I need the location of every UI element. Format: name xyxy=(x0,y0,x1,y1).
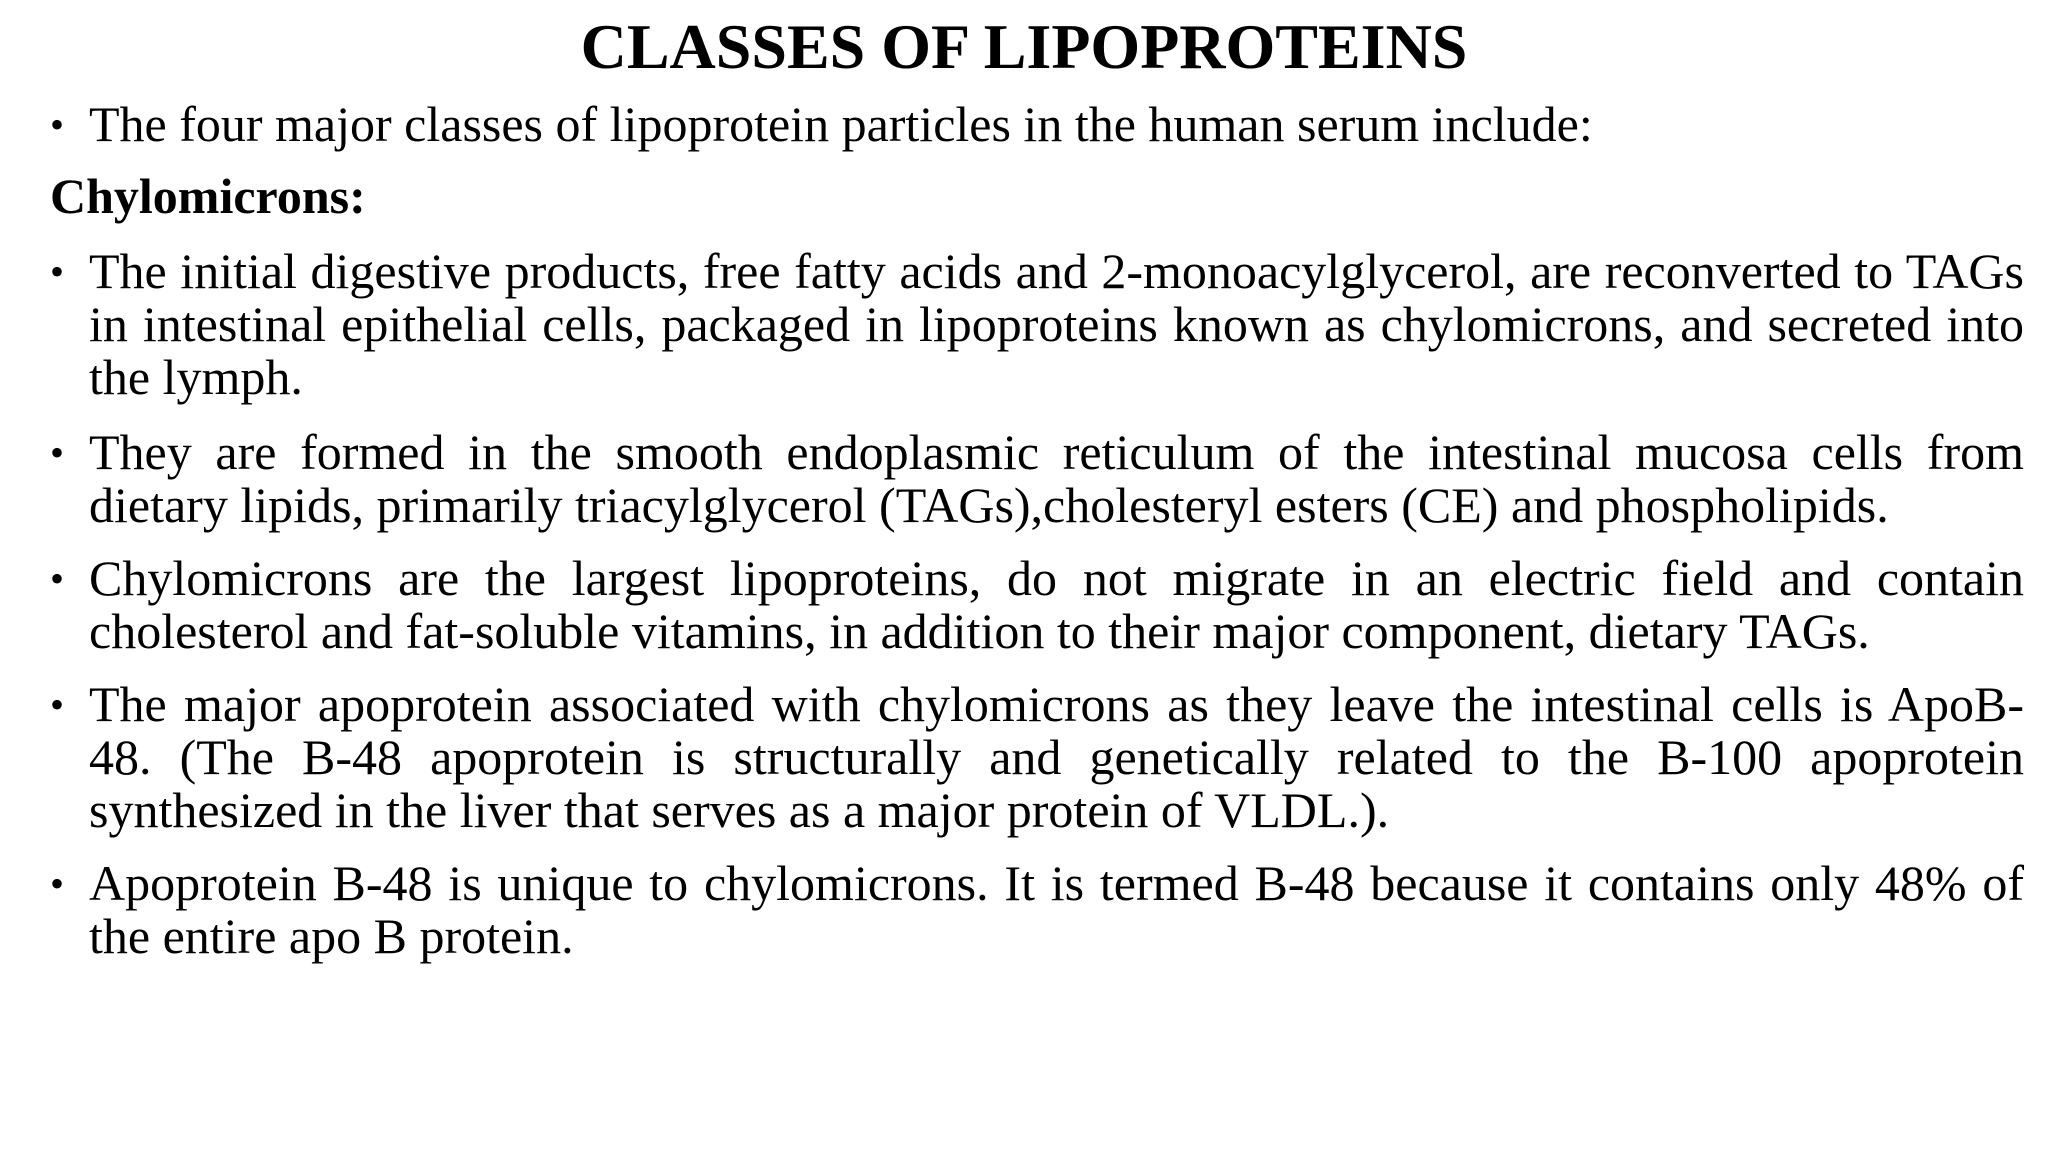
bullet-icon: • xyxy=(50,430,65,475)
bullet-item xyxy=(50,678,2024,837)
slide-title: CLASSES OF LIPOPROTEINS xyxy=(580,11,1468,82)
bullet-item xyxy=(50,426,2024,532)
bullet-text: Apoprotein B-48 is unique to chylomicrons. It is termed B-48 because it contains only 48% of the entire apo B protein. xyxy=(89,855,2024,964)
bullet-text: They are formed in the smooth endoplasmic reticulum of the intestinal mucosa cells from dietary lipids, primarily triacylglycerol (TAGs),cholesteryl esters (CE) and phospholipids. xyxy=(89,424,2024,533)
bullet-text: The major apoprotein associated with chylomicrons as they leave the intestinal cells is ApoB-48. (The B-48 apoprotein is structurally and genetically related to the B-100 apoprotein synthesized in the liver that serves as a major protein of VLDL.). xyxy=(89,676,2024,838)
bullet-icon: • xyxy=(50,249,65,294)
bullet-icon: • xyxy=(50,682,65,727)
bullet-text: Chylomicrons are the largest lipoproteins, do not migrate in an electric field and contain cholesterol and fat-soluble vitamins, in addition to their major component, dietary TAGs. xyxy=(89,550,2024,659)
bullet-item xyxy=(50,552,2024,658)
bullet-icon: • xyxy=(50,102,65,147)
bullet-text: The initial digestive products, free fatty acids and 2-monoacylglycerol, are reconverted to TAGs in intestinal epithelial cells, packaged in lipoproteins known as chylomicrons, and secreted into the lymph. xyxy=(89,243,2024,405)
slide-body xyxy=(50,98,2024,983)
bullet-icon: • xyxy=(50,861,65,906)
bullet-item xyxy=(50,245,2024,404)
bullet-item xyxy=(50,857,2024,963)
section-heading-chylomicrons: Chylomicrons: xyxy=(50,168,366,224)
intro-bullet-text: The four major classes of lipoprotein particles in the human serum include: xyxy=(89,96,1593,152)
bullet-icon: • xyxy=(50,556,65,601)
intro-bullet xyxy=(50,98,2024,151)
